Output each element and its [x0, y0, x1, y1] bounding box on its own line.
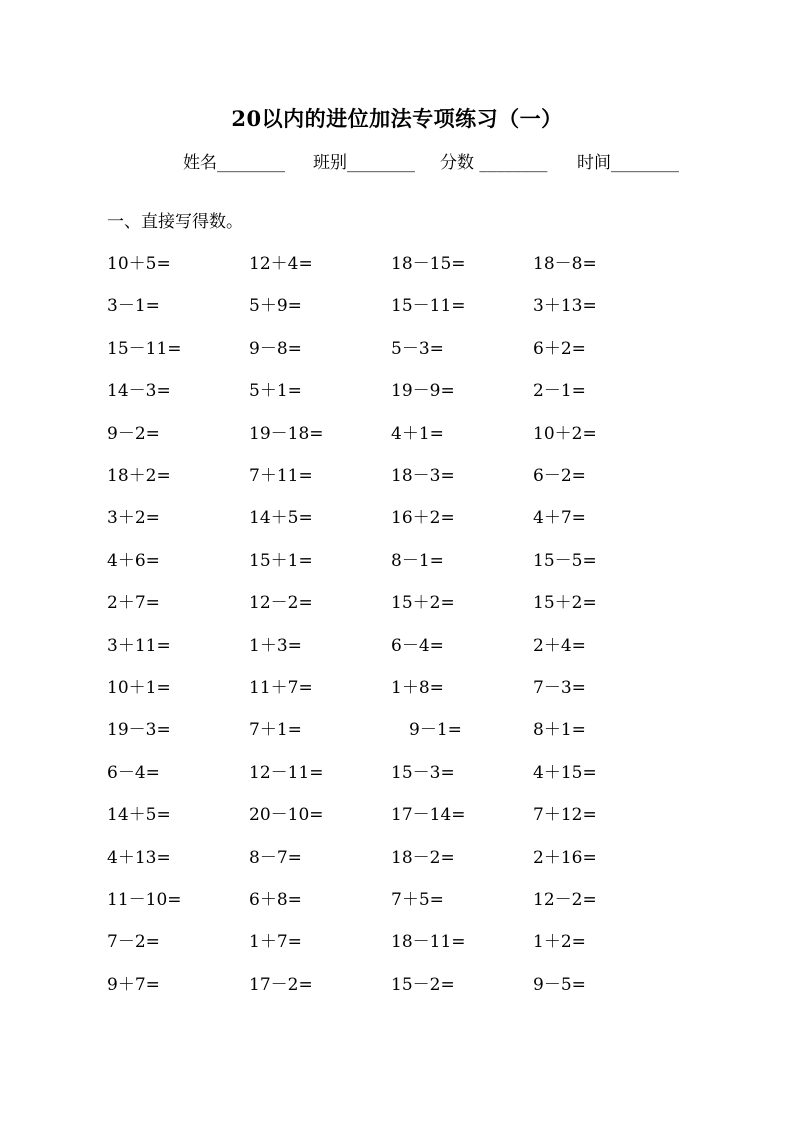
math-problem: 1＋8=: [391, 678, 444, 698]
score-label: 分数: [440, 153, 474, 173]
math-problem: 18－11=: [391, 932, 466, 952]
math-problem: 14＋5=: [249, 508, 313, 528]
math-problem: 6－4=: [107, 763, 160, 783]
math-problem: 18－3=: [391, 466, 455, 486]
math-problem: 4＋7=: [533, 508, 586, 528]
math-problem: 3＋2=: [107, 508, 160, 528]
math-problem: 5＋9=: [249, 296, 302, 316]
name-blank: ________: [217, 153, 285, 173]
math-problem: 15＋2=: [391, 593, 455, 613]
math-problem: 7＋12=: [533, 805, 597, 825]
math-problem: 3－1=: [107, 296, 160, 316]
time-blank: ________: [611, 153, 679, 173]
math-problem: 4＋1=: [391, 424, 444, 444]
math-problem: 15＋1=: [249, 551, 313, 571]
math-problem: 7－2=: [107, 932, 160, 952]
math-problem: 17－14=: [391, 805, 466, 825]
math-problem: 7＋1=: [249, 720, 302, 740]
math-problem: 2＋4=: [533, 636, 586, 656]
math-problem: 6＋2=: [533, 339, 586, 359]
name-label: 姓名: [183, 153, 217, 173]
math-problem: 5＋1=: [249, 381, 302, 401]
math-problem: 10＋2=: [533, 424, 597, 444]
math-problem: 7＋5=: [391, 890, 444, 910]
math-problem: 3＋13=: [533, 296, 597, 316]
math-problem: 15－11=: [107, 339, 182, 359]
math-problem: 2＋16=: [533, 848, 597, 868]
math-problem: 18－2=: [391, 848, 455, 868]
math-problem: 12－11=: [249, 763, 324, 783]
math-problem: 18－15=: [391, 254, 466, 274]
math-problem: 6－2=: [533, 466, 586, 486]
math-problem: 11－10=: [107, 890, 182, 910]
time-label: 时间: [577, 153, 611, 173]
math-problem: 9＋7=: [107, 975, 160, 995]
class-label: 班别: [313, 153, 347, 173]
class-blank: ________: [347, 153, 415, 173]
math-problem: 6＋8=: [249, 890, 302, 910]
math-problem: 8－7=: [249, 848, 302, 868]
math-problem: 15＋2=: [533, 593, 597, 613]
math-problem: 1＋7=: [249, 932, 302, 952]
math-problem: 1＋3=: [249, 636, 302, 656]
math-problem: 10＋5=: [107, 254, 171, 274]
math-problem: 15－11=: [391, 296, 466, 316]
math-problem: 19－9=: [391, 381, 455, 401]
math-problem: 8＋1=: [533, 720, 586, 740]
page-title: 20以内的进位加法专项练习（一）: [231, 106, 563, 131]
math-problem: 12－2=: [249, 593, 313, 613]
math-problem: 19－3=: [107, 720, 171, 740]
name-field[interactable]: [183, 148, 285, 173]
math-problem: 2－1=: [533, 381, 586, 401]
math-problem: 7－3=: [533, 678, 586, 698]
math-problem: 8－1=: [391, 551, 444, 571]
math-problem: 14＋5=: [107, 805, 171, 825]
class-field[interactable]: [313, 148, 415, 173]
math-problem: 9－8=: [249, 339, 302, 359]
time-field[interactable]: [577, 148, 679, 173]
math-problem: 10＋1=: [107, 678, 171, 698]
math-problem: 5－3=: [391, 339, 444, 359]
math-problem: 9－5=: [533, 975, 586, 995]
math-problem: 19－18=: [249, 424, 324, 444]
math-problem: 18－8=: [533, 254, 597, 274]
math-problem: 6－4=: [391, 636, 444, 656]
math-problem: 17－2=: [249, 975, 313, 995]
math-problem: 7＋11=: [249, 466, 313, 486]
score-field[interactable]: [440, 148, 547, 173]
math-problem: 16＋2=: [391, 508, 455, 528]
section-title: 一、直接写得数。: [107, 212, 243, 232]
math-problem: 4＋6=: [107, 551, 160, 571]
math-problem: 12＋4=: [249, 254, 313, 274]
math-problem: 15－5=: [533, 551, 597, 571]
math-problem: 3＋11=: [107, 636, 171, 656]
math-problem: 15－2=: [391, 975, 455, 995]
math-problem: 18＋2=: [107, 466, 171, 486]
math-problem: 2＋7=: [107, 593, 160, 613]
math-problem: 9－1=: [409, 720, 462, 740]
math-problem: 15－3=: [391, 763, 455, 783]
math-problem: 11＋7=: [249, 678, 313, 698]
math-problem: 9－2=: [107, 424, 160, 444]
math-problem: 4＋13=: [107, 848, 171, 868]
math-problem: 20－10=: [249, 805, 324, 825]
math-problem: 1＋2=: [533, 932, 586, 952]
math-problem: 12－2=: [533, 890, 597, 910]
score-blank: ________: [479, 153, 548, 173]
math-problem: 14－3=: [107, 381, 171, 401]
math-problem: 4＋15=: [533, 763, 597, 783]
